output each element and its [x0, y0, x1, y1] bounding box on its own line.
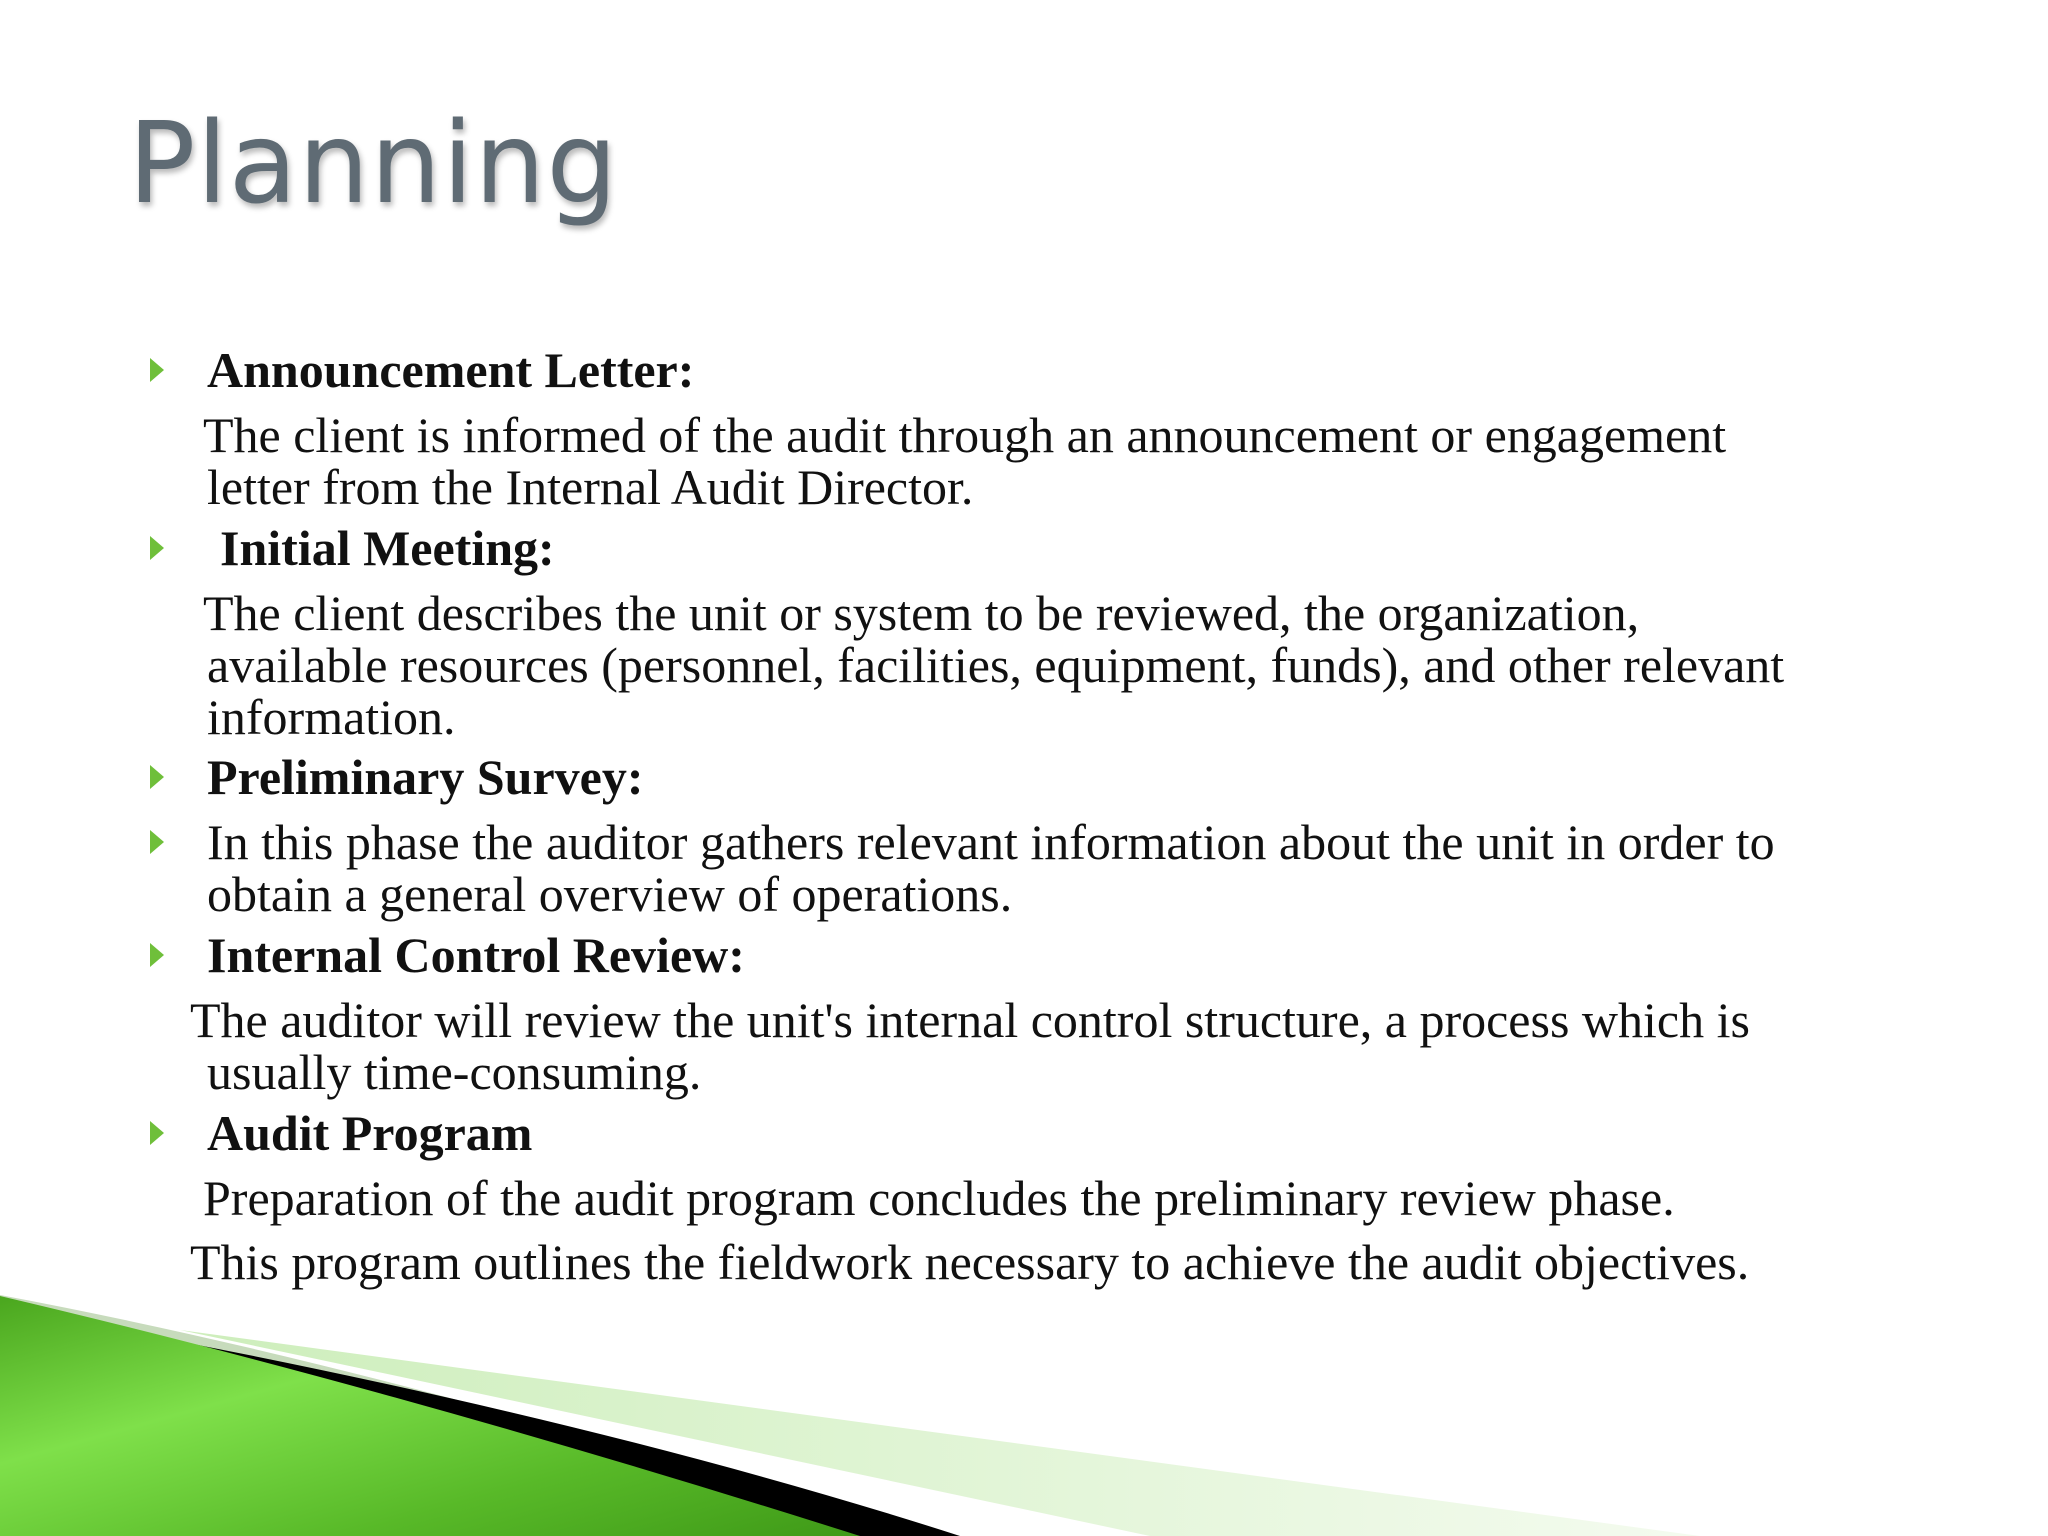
item-heading-initial-meeting: Initial Meeting:	[220, 520, 555, 576]
item-text-line: information.	[207, 689, 456, 745]
item-text-line: The client describes the unit or system to be reviewed, the organization,	[203, 585, 1640, 641]
item-heading-preliminary-survey: Preliminary Survey:	[207, 749, 644, 805]
item-text-line: obtain a general overview of operations.	[207, 866, 1013, 922]
item-text-line: This program outlines the fieldwork necessary to achieve the audit objectives.	[190, 1234, 1750, 1290]
item-text-line: In this phase the auditor gathers relevant information about the unit in order to	[207, 814, 1775, 870]
item-text-line: usually time-consuming.	[207, 1044, 702, 1100]
item-text-line: The client is informed of the audit through an announcement or engagement	[203, 407, 1727, 463]
item-heading-announcement-letter: Announcement Letter:	[207, 342, 695, 398]
slide-title: Planning	[128, 99, 619, 229]
item-text-line: available resources (personnel, facilities, equipment, funds), and other relevant	[207, 637, 1785, 693]
item-text-line: letter from the Internal Audit Director.	[207, 459, 974, 515]
item-heading-internal-control-review: Internal Control Review:	[207, 927, 745, 983]
item-text-line: The auditor will review the unit's internal control structure, a process which is	[190, 992, 1750, 1048]
item-heading-audit-program: Audit Program	[207, 1105, 533, 1161]
item-text-line: Preparation of the audit program concludes the preliminary review phase.	[203, 1170, 1675, 1226]
